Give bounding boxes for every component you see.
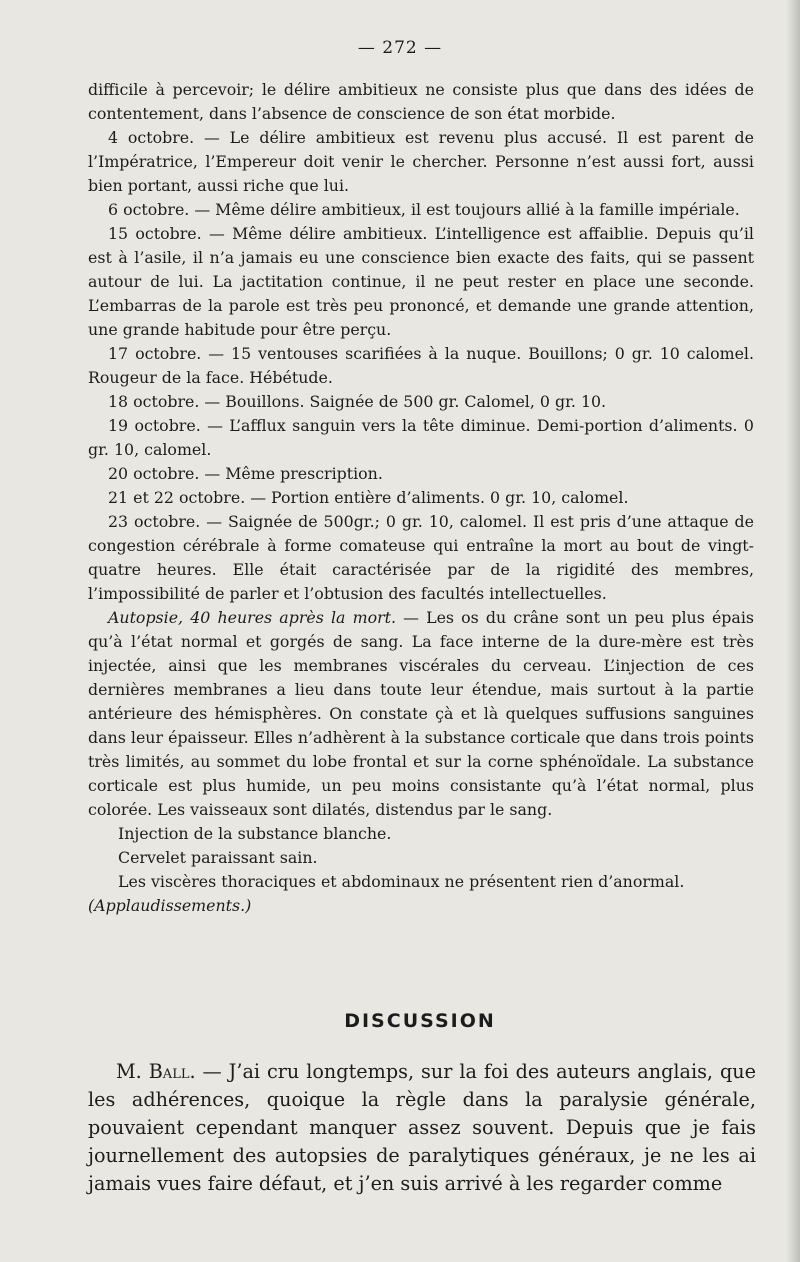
paragraph-visceres: Les viscères thoraciques et abdominaux ne présentent rien d’anormal. [118,872,685,891]
page-edge-shadow [786,0,800,1262]
paragraph-cervelet: Cervelet paraissant sain. [118,848,318,867]
page-number: — 272 — [357,38,443,58]
paragraph-continuation: difficile à percevoir; le délire ambitieux ne consiste plus que dans des idées de contentement, dans l’absence de conscience de son état morbide. [88,80,754,123]
paragraph-15-octobre: 15 octobre. — Même délire ambitieux. L’intelligence est affaiblie. Depuis qu’il est à l’asile, il n’a jamais eu une conscience bien exacte des faits, qui se passent autour de lui. La jactitation continue, il ne peut rester en place une seconde. L’embarras de la parole est très peu prononcé, et demande une grande attention, une grande habitude pour être perçu. [88,224,754,339]
paragraph-19-octobre: 19 octobre. — L’afflux sanguin vers la tête diminue. Demi-portion d’aliments. 0 gr. 10, calomel. [88,416,754,459]
speaker-name: M. Ball. [116,1060,196,1083]
autopsie-text: — Les os du crâne sont un peu plus épais qu’à l’état normal et gorgés de sang. La face interne de la dure-mère est très injectée, ainsi que les membranes viscérales du cerveau. L’injection de ces dernières membranes a lieu dans toute leur étendue, mais surtout à la partie antérieure des hémisphères. On constate çà et là quelques suffusions sanguines dans leur épaisseur. Elles n’adhèrent à la substance corticale que dans trois points très limités, au sommet du lobe frontal et sur la corne sphénoïdale. La substance corticale est plus humide, un peu moins consistante qu’à l’état normal, plus colorée. Les vaisseaux sont dilatés, distendus par le sang. [88,608,754,819]
paragraph-4-octobre: 4 octobre. — Le délire ambitieux est revenu plus accusé. Il est parent de l’Impératrice, l’Empereur doit venir le chercher. Personne n’est aussi fort, aussi bien portant, aussi riche que lui. [88,128,754,195]
discussion-section [88,1058,756,1198]
paragraph-17-octobre: 17 octobre. — 15 ventouses scarifiées à la nuque. Bouillons; 0 gr. 10 calomel. Rougeur de la face. Hébétude. [88,344,754,387]
case-notes [88,78,754,918]
applause-note: (Applaudissements.) [88,896,252,915]
paragraph-21-22-octobre: 21 et 22 octobre. — Portion entière d’aliments. 0 gr. 10, calomel. [108,488,629,507]
section-heading: DISCUSSION [344,1010,496,1032]
paragraph-18-octobre: 18 octobre. — Bouillons. Saignée de 500 gr. Calomel, 0 gr. 10. [108,392,607,411]
paragraph-20-octobre: 20 octobre. — Même prescription. [108,464,383,483]
paragraph-23-octobre: 23 octobre. — Saignée de 500gr.; 0 gr. 10, calomel. Il est pris d’une attaque de congestion cérébrale à forme comateuse qui entraîne la mort au bout de vingt-quatre heures. Elle était caractérisée par de la rigidité des membres, l’impossibilité de parler et l’obtusion des facultés intellectuelles. [88,512,754,603]
discussion-paragraph [88,1058,756,1198]
discussion-text: — J’ai cru longtemps, sur la foi des auteurs anglais, que les adhérences, quoique la règle dans la paralysie générale, pouvaient cependant manquer assez souvent. Depuis que je fais journellement des autopsies de paralytiques généraux, je ne les ai jamais vues faire défaut, et j’en suis arrivé à les regarder comme [88,1060,756,1195]
autopsie-lead: Autopsie, 40 heures après la mort. [108,608,396,627]
paragraph-6-octobre: 6 octobre. — Même délire ambitieux, il est toujours allié à la famille impériale. [108,200,740,219]
paragraph-injection: Injection de la substance blanche. [118,824,392,843]
paragraph-autopsie [88,606,754,822]
